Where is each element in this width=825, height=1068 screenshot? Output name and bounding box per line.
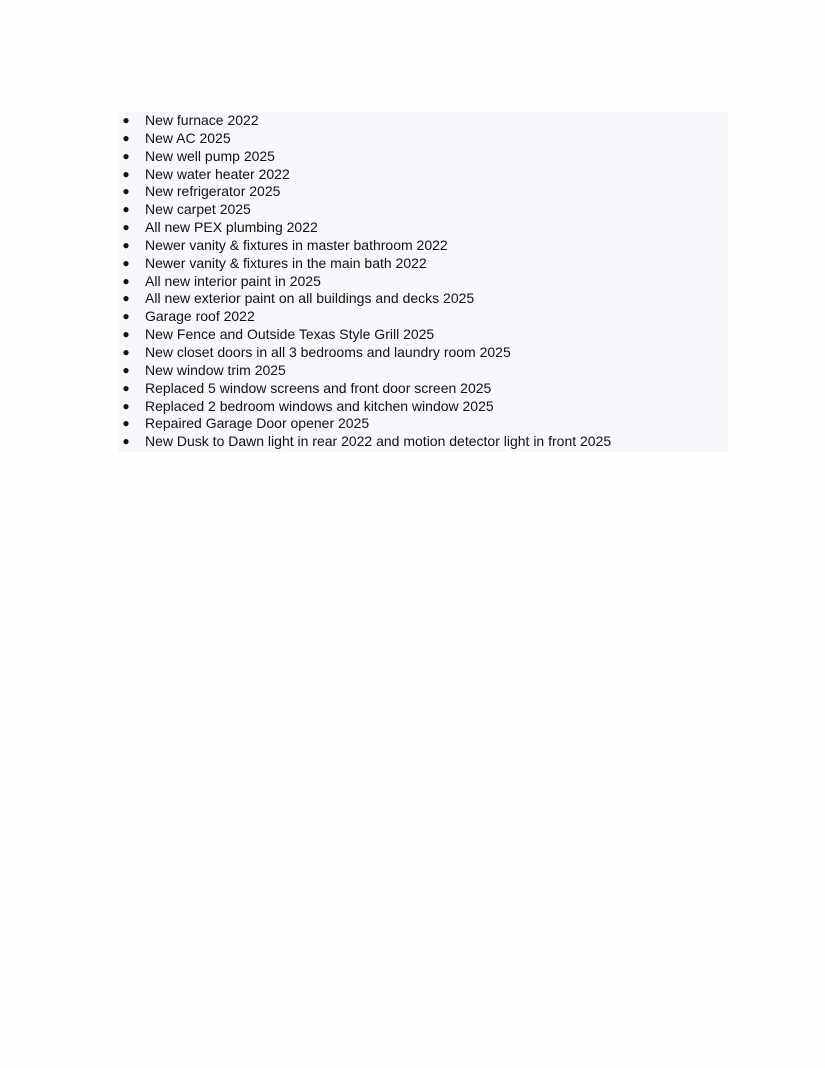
list-item-text: All new interior paint in 2025	[145, 272, 321, 289]
bullet-icon: ●	[122, 255, 130, 270]
bullet-icon: ●	[122, 273, 130, 288]
bullet-icon: ●	[122, 113, 130, 127]
list-item-text: New well pump 2025	[145, 147, 275, 164]
list-item-text: Newer vanity & fixtures in the main bath 2022	[145, 254, 427, 271]
bullet-icon: ●	[122, 362, 130, 377]
list-item-text: New furnace 2022	[145, 112, 259, 128]
list-item-text: Replaced 2 bedroom windows and kitchen window 2025	[145, 397, 494, 414]
list-item	[118, 433, 728, 451]
list-item-text: All new PEX plumbing 2022	[145, 219, 318, 236]
list-item	[118, 183, 728, 201]
bullet-icon: ●	[122, 237, 130, 252]
bullet-icon: ●	[122, 166, 130, 181]
list-item	[118, 201, 728, 219]
list-item	[118, 326, 728, 344]
list-item-text: Replaced 5 window screens and front door screen 2025	[145, 379, 492, 396]
list-item	[118, 308, 728, 326]
list-item	[118, 344, 728, 362]
list-item-text: New window trim 2025	[145, 361, 286, 378]
bullet-icon: ●	[122, 202, 130, 217]
list-item-text: New Fence and Outside Texas Style Grill 2025	[145, 326, 435, 343]
bullet-icon: ●	[122, 148, 130, 163]
list-item-text: New carpet 2025	[145, 201, 251, 218]
list-item-text: Garage roof 2022	[145, 308, 255, 325]
list-item	[118, 148, 728, 166]
list-item	[118, 290, 728, 308]
list-item-text: Newer vanity & fixtures in master bathroom 2022	[145, 236, 448, 253]
list-item	[118, 380, 728, 398]
list-item	[118, 130, 728, 148]
list-item	[118, 362, 728, 380]
list-item-text: New water heater 2022	[145, 165, 290, 182]
list-item	[118, 273, 728, 291]
list-item-text: New refrigerator 2025	[145, 183, 281, 200]
bullet-icon: ●	[122, 291, 130, 306]
list-item	[118, 237, 728, 255]
list-item-text: New Dusk to Dawn light in rear 2022 and motion detector light in front 2025	[145, 433, 612, 450]
bullet-icon: ●	[122, 309, 130, 324]
bullet-icon: ●	[122, 398, 130, 413]
bullet-icon: ●	[122, 416, 130, 431]
list-item	[118, 112, 728, 130]
list-item-text: All new exterior paint on all buildings and decks 2025	[145, 290, 475, 307]
improvements-list	[118, 112, 728, 451]
list-item	[118, 255, 728, 273]
improvements-list-block	[118, 112, 728, 452]
bullet-icon: ●	[122, 184, 130, 199]
bullet-icon: ●	[122, 344, 130, 359]
bullet-icon: ●	[122, 327, 130, 342]
bullet-icon: ●	[122, 130, 130, 145]
list-item	[118, 166, 728, 184]
bullet-icon: ●	[122, 220, 130, 235]
list-item	[118, 415, 728, 433]
list-item-text: New AC 2025	[145, 129, 231, 146]
bullet-icon: ●	[122, 434, 130, 449]
list-item	[118, 398, 728, 416]
bullet-icon: ●	[122, 380, 130, 395]
list-item-text: New closet doors in all 3 bedrooms and laundry room 2025	[145, 343, 511, 360]
list-item	[118, 219, 728, 237]
list-item-text: Repaired Garage Door opener 2025	[145, 415, 370, 432]
